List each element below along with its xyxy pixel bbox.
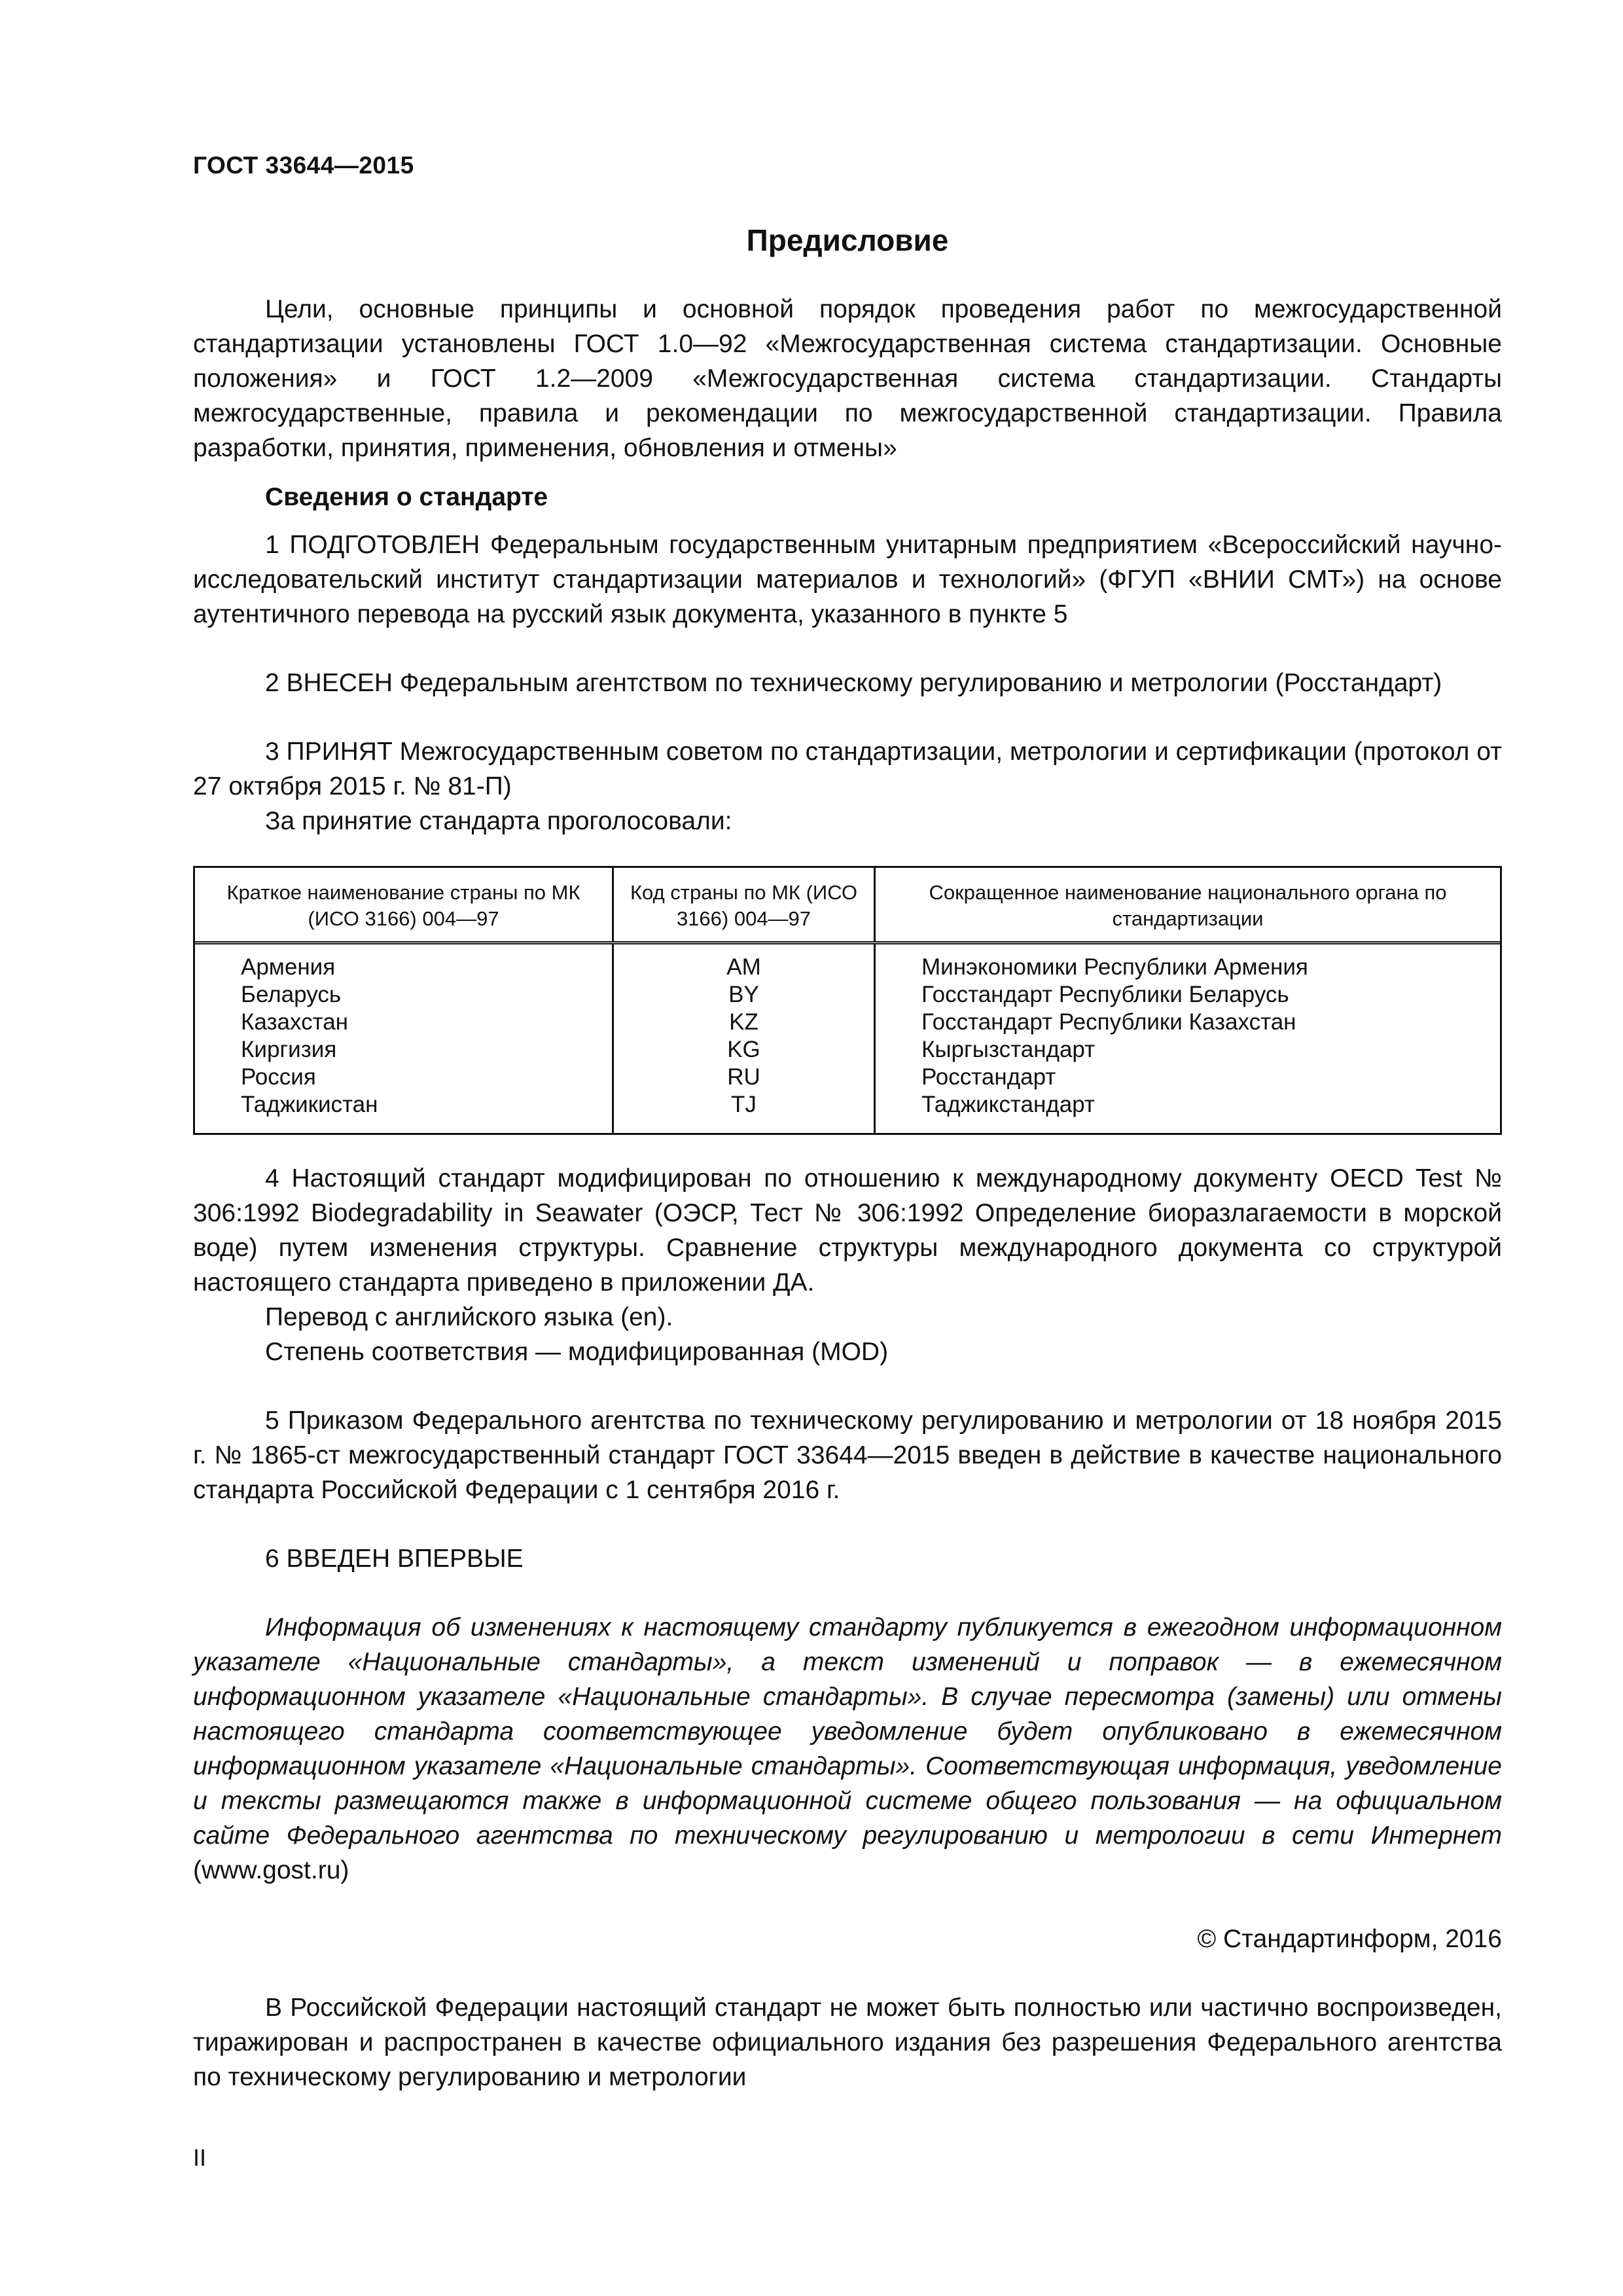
page-title: Предисловие xyxy=(746,223,949,257)
item-3-paragraph: 3 ПРИНЯТ Межгосударственным советом по стандартизации, метрологии и сертификации (протокол от 27 октября 2015 г. № 81-П) xyxy=(193,738,1502,800)
rights-paragraph: В Российской Федерации настоящий стандарт не может быть полностью или частично воспроизведен, тиражирован и распространен в качестве официального издания без разрешения Федерального агентства по техническому регулированию и метрологии xyxy=(193,1994,1502,2091)
copyright-line: © Стандартинформ, 2016 xyxy=(1197,1925,1502,1953)
table-cell-body: Росстандарт xyxy=(921,1064,1056,1090)
table-cell-code: KG xyxy=(727,1037,760,1062)
item-2-paragraph: 2 ВНЕСЕН Федеральным агентством по техническому регулированию и метрологии (Росстандарт) xyxy=(265,669,1442,697)
table-cell-body: Госстандарт Республики Казахстан xyxy=(921,1009,1296,1035)
body-column xyxy=(876,944,1500,1133)
item-3-vote-line: За принятие стандарта проголосовали: xyxy=(265,807,732,835)
section-subheading: Сведения о стандарте xyxy=(265,483,548,511)
column-header-country: Краткое наименование страны по МК (ИСО 3166) 004—97 xyxy=(195,868,614,941)
document-page xyxy=(193,0,1502,2296)
document-code: ГОСТ 33644—2015 xyxy=(193,152,414,179)
document-body xyxy=(193,292,1502,2094)
item-4-paragraph: 4 Настоящий стандарт модифицирован по отношению к международному документу OECD Test № 306:1992 Biodegradability in Seawater (ОЭСР, Тест № 306:1992 Определение биоразлагаемости в морской воде) путем изменения структуры. Сравнение структуры международного документа со структурой настоящего стандарта приведено в приложении ДА. xyxy=(193,1164,1502,1297)
table-cell-country: Киргизия xyxy=(241,1037,337,1062)
info-paragraph xyxy=(193,1610,1502,1888)
table-body xyxy=(195,944,1500,1133)
column-header-body: Сокращенное наименование национального органа по стандартизации xyxy=(929,881,1447,930)
table-cell-country: Беларусь xyxy=(241,982,342,1007)
table-cell-body: Таджикстандарт xyxy=(921,1092,1095,1117)
table-cell-body: Кыргызстандарт xyxy=(921,1037,1096,1062)
table-header xyxy=(195,868,1500,944)
item-6-paragraph: 6 ВВЕДЕН ВПЕРВЫЕ xyxy=(265,1545,524,1573)
item-1-paragraph: 1 ПОДГОТОВЛЕН Федеральным государственным унитарным предприятием «Всероссийский научно-исследовательский институт стандартизации материалов и технологий» (ФГУП «ВНИИ СМТ») на основе аутентичного перевода на русский язык документа, указанного в пункте 5 xyxy=(193,531,1502,628)
table-cell-code: BY xyxy=(728,982,759,1007)
table-cell-code: RU xyxy=(727,1064,760,1090)
info-italic-text: Информация об изменениях к настоящему стандарту публикуется в ежегодном информационном указателе «Национальные стандарты», а текст изменений и поправок — в ежемесячном информационном указателе «Национальные стандарты». В случае пересмотра (замены) или отмены настоящего стандарта соответствующее уведомление будет опубликовано в ежемесячном информационном указателе «Национальные стандарты». Соответствующая информация, уведомление и тексты размещаются также в информационной системе общего пользования — на официальном сайте Федерального агентства по техническому регулированию и метрологии в сети Интернет xyxy=(193,1613,1502,1850)
table-cell-country: Россия xyxy=(241,1064,316,1090)
voting-table xyxy=(193,866,1502,1135)
item-4-degree-line: Степень соответствия — модифицированная (MOD) xyxy=(265,1338,889,1366)
table-cell-code: KZ xyxy=(729,1009,758,1035)
page-number: II xyxy=(193,2144,207,2171)
column-header-code: Код страны по МК (ИСО 3166) 004—97 xyxy=(614,868,876,941)
item-5-paragraph: 5 Приказом Федерального агентства по техническому регулированию и метрологии от 18 ноября 2015 г. № 1865-ст межгосударственный стандарт ГОСТ 33644—2015 введен в действие в качестве национального стандарта Российской Федерации с 1 сентября 2016 г. xyxy=(193,1407,1502,1504)
info-link-text: (www.gost.ru) xyxy=(193,1856,349,1884)
table-cell-code: TJ xyxy=(731,1092,757,1117)
item-4-language-line: Перевод с английского языка (en). xyxy=(265,1303,673,1331)
table-cell-body: Минэкономики Республики Армения xyxy=(921,954,1308,980)
table-cell-country: Казахстан xyxy=(241,1009,349,1035)
table-cell-body: Госстандарт Республики Беларусь xyxy=(921,982,1289,1007)
table-cell-country: Армения xyxy=(241,954,336,980)
table-cell-country: Таджикистан xyxy=(241,1092,378,1117)
intro-paragraph: Цели, основные принципы и основной порядок проведения работ по межгосударственной стандартизации установлены ГОСТ 1.0—92 «Межгосударственная система стандартизации. Основные положения» и ГОСТ 1.2—2009 «Межгосударственная система стандартизации. Стандарты межгосударственные, правила и рекомендации по межгосударственной стандартизации. Правила разработки, принятия, применения, обновления и отмены» xyxy=(193,295,1502,462)
code-column xyxy=(614,944,876,1133)
table-cell-code: AM xyxy=(726,954,761,980)
country-column xyxy=(195,944,614,1133)
